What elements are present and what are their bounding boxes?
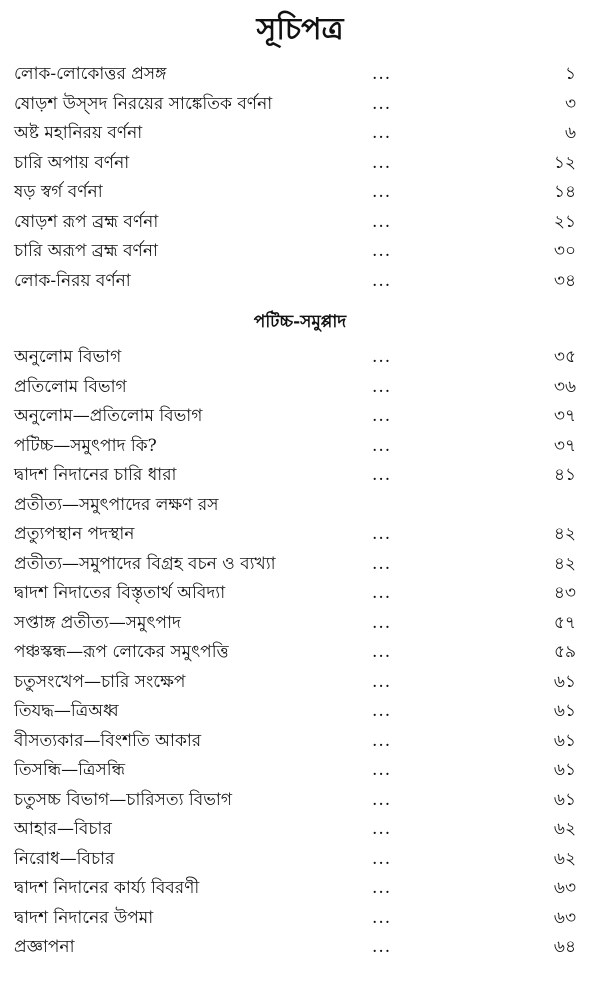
toc-entry-leader: ... bbox=[372, 64, 392, 84]
section-heading: পটিচ্চ-সমুপ্পাদ bbox=[253, 312, 347, 332]
toc-entry-leader: ... bbox=[372, 907, 392, 928]
toc-entry-leader: ... bbox=[372, 152, 392, 173]
toc-entry bbox=[0, 550, 600, 580]
toc-entry-title: দ্বাদশ নিদাতের বিস্তৃতার্থ অবিদ্যা bbox=[14, 583, 226, 603]
toc-entry-page-number: ৪১ bbox=[553, 465, 576, 485]
toc-entry-page-number: ৬১ bbox=[553, 671, 576, 692]
toc-entry-leader: ... bbox=[372, 241, 392, 261]
toc-entry-title: তিসন্ধি—ত্রিসন্ধি bbox=[14, 760, 126, 780]
toc-entry bbox=[0, 609, 600, 639]
toc-entry-page-number: ৩০ bbox=[553, 241, 576, 261]
toc-entry bbox=[0, 815, 600, 845]
toc-entry-page-number: ৪২ bbox=[553, 524, 576, 544]
toc-entry-leader: ... bbox=[372, 760, 392, 780]
toc-entry-page-number: ৪৩ bbox=[553, 583, 576, 603]
toc-entry-leader: ... bbox=[372, 937, 392, 957]
toc-entry-page-number: ৩ bbox=[564, 93, 576, 114]
toc-entry-title: তিযদ্ধ—ত্রিঅধ্ব bbox=[14, 701, 119, 721]
toc-entry-title: দ্বাদশ নিদানের কার্য্য বিবরণী bbox=[14, 878, 200, 898]
toc-entry-page-number: ৩৪ bbox=[553, 270, 576, 291]
toc-entry-leader: ... bbox=[372, 848, 392, 869]
toc-entry-page-number: ৫৯ bbox=[553, 642, 576, 662]
toc-entry-title: অষ্ট মহানিরয় বর্ণনা bbox=[14, 123, 143, 143]
toc-entry-leader: ... bbox=[372, 642, 392, 662]
toc-entry-page-number: ১৪ bbox=[553, 182, 576, 202]
toc-entry-page-number: ৩৭ bbox=[553, 406, 576, 426]
toc-entry-title: চতুসচ্চ বিভাগ—চারিসত্য বিভাগ bbox=[14, 789, 232, 810]
toc-entry bbox=[0, 178, 600, 208]
toc-entry bbox=[0, 697, 600, 727]
toc-entry-page-number: ৬১ bbox=[553, 701, 576, 721]
toc-entry-leader: ... bbox=[372, 465, 392, 485]
toc-entry bbox=[0, 432, 600, 462]
toc-entry-leader: ... bbox=[372, 347, 392, 367]
toc-entry-title: প্রজ্ঞাপনা bbox=[14, 937, 75, 957]
toc-entry-title: ষড় স্বর্গ বর্ণনা bbox=[14, 182, 103, 202]
toc-entry-title: চতুসংখেপ—চারি সংক্ষেপ bbox=[14, 671, 186, 692]
toc-entry bbox=[0, 373, 600, 403]
toc-entry bbox=[0, 491, 600, 521]
toc-entry-page-number: ৬৩ bbox=[553, 878, 576, 898]
toc-entry-leader: ... bbox=[372, 435, 392, 456]
toc-entry-title: চারি অপায় বর্ণনা bbox=[14, 152, 130, 173]
toc-entry-page-number: ৬২ bbox=[553, 848, 576, 869]
toc-section-2 bbox=[0, 343, 600, 963]
toc-entry-page-number: ৫৭ bbox=[553, 612, 576, 633]
toc-entry-page-number: ৬১ bbox=[553, 760, 576, 780]
toc-entry-leader: ... bbox=[372, 730, 392, 751]
toc-entry-page-number: ৬১ bbox=[553, 789, 576, 810]
toc-entry bbox=[0, 343, 600, 373]
toc-entry-page-number: ৬৪ bbox=[553, 937, 576, 957]
toc-entry-leader: ... bbox=[372, 612, 392, 633]
toc-entry-title: প্রতিলোম বিভাগ bbox=[14, 376, 127, 397]
toc-entry-leader: ... bbox=[372, 671, 392, 692]
toc-entry bbox=[0, 668, 600, 698]
toc-entry-leader: ... bbox=[372, 524, 392, 544]
toc-section-1 bbox=[0, 60, 600, 296]
toc-entry bbox=[0, 786, 600, 816]
toc-entry-title: লোক-লোকোত্তর প্রসঙ্গ bbox=[14, 64, 167, 84]
toc-entry-leader: ... bbox=[372, 819, 392, 839]
toc-entry-title: পঞ্চস্কন্ধ—রূপ লোকের সমুৎপত্তি bbox=[14, 642, 229, 662]
toc-entry-leader: ... bbox=[372, 376, 392, 397]
toc-entry bbox=[0, 237, 600, 267]
toc-entry-title: পটিচ্চ—সমুৎপাদ কি? bbox=[14, 435, 157, 456]
toc-entry bbox=[0, 904, 600, 934]
toc-entry-page-number: ৩৭ bbox=[553, 435, 576, 456]
toc-entry bbox=[0, 267, 600, 297]
toc-entry bbox=[0, 638, 600, 668]
toc-entry-leader: ... bbox=[372, 406, 392, 426]
toc-entry bbox=[0, 756, 600, 786]
toc-entry-title: দ্বাদশ নিদানের উপমা bbox=[14, 907, 154, 928]
toc-entry-leader: ... bbox=[372, 701, 392, 721]
toc-entry bbox=[0, 933, 600, 963]
toc-entry-page-number: ৬২ bbox=[553, 819, 576, 839]
toc-entry-title: লোক-নিরয় বর্ণনা bbox=[14, 270, 131, 291]
toc-entry-page-number: ৩৫ bbox=[553, 347, 576, 367]
toc-entry-title: ষোড়শ উস্সদ নিরয়ের সাঙ্কেতিক বর্ণনা bbox=[14, 93, 273, 114]
toc-entry-leader: ... bbox=[372, 270, 392, 291]
toc-entry-title: বীসত্যকার—বিংশতি আকার bbox=[14, 730, 202, 751]
toc-entry-leader: ... bbox=[372, 789, 392, 810]
toc-entry-leader: ... bbox=[372, 211, 392, 232]
toc-entry-leader: ... bbox=[372, 583, 392, 603]
toc-entry-page-number: ৬১ bbox=[553, 730, 576, 751]
toc-entry-page-number: ৪২ bbox=[553, 553, 576, 574]
toc-entry-leader: ... bbox=[372, 553, 392, 574]
toc-entry-title: প্রত্যুপস্থান পদস্থান bbox=[14, 524, 135, 544]
toc-entry-title: অনুলোম বিভাগ bbox=[14, 347, 122, 367]
toc-entry-title: দ্বাদশ নিদানের চারি ধারা bbox=[14, 465, 177, 485]
toc-entry bbox=[0, 520, 600, 550]
toc-entry-leader: ... bbox=[372, 123, 392, 143]
toc-entry bbox=[0, 845, 600, 875]
toc-entry-title: অনুলোম—প্রতিলোম বিভাগ bbox=[14, 406, 203, 426]
toc-entry-leader: ... bbox=[372, 93, 392, 114]
toc-entry bbox=[0, 727, 600, 757]
toc-entry-page-number: ১২ bbox=[553, 152, 576, 173]
toc-entry-page-number: ১ bbox=[564, 64, 576, 84]
toc-entry-title: প্রতীত্য—সমুৎপাদের লক্ষণ রস bbox=[14, 494, 219, 515]
toc-entry bbox=[0, 90, 600, 120]
toc-entry-title: আহার—বিচার bbox=[14, 819, 112, 839]
toc-entry-title: সপ্তাঙ্গ প্রতীত্য—সমুৎপাদ bbox=[14, 612, 181, 633]
toc-entry bbox=[0, 874, 600, 904]
toc-entry-page-number: ৬ bbox=[564, 123, 576, 143]
toc-entry bbox=[0, 579, 600, 609]
toc-entry-page-number: ২১ bbox=[553, 211, 576, 232]
toc-entry bbox=[0, 461, 600, 491]
toc-entry-page-number: ৩৬ bbox=[553, 376, 576, 397]
page-title: সূচিপত্র bbox=[256, 12, 344, 47]
toc-entry bbox=[0, 149, 600, 179]
toc-entry bbox=[0, 402, 600, 432]
toc-entry-title: চারি অরূপ ব্রহ্ম বর্ণনা bbox=[14, 241, 158, 261]
toc-entry bbox=[0, 208, 600, 238]
toc-entry-leader: ... bbox=[372, 182, 392, 202]
toc-entry bbox=[0, 60, 600, 90]
toc-entry bbox=[0, 119, 600, 149]
toc-entry-leader: ... bbox=[372, 878, 392, 898]
toc-entry-page-number: ৬৩ bbox=[553, 907, 576, 928]
toc-entry-title: ষোড়শ রূপ ব্রহ্ম বর্ণনা bbox=[14, 211, 159, 232]
toc-entry-title: প্রতীত্য—সমুপাদের বিগ্রহ বচন ও ব্যখ্যা bbox=[14, 553, 276, 574]
toc-entry-title: নিরোধ—বিচার bbox=[14, 848, 115, 869]
